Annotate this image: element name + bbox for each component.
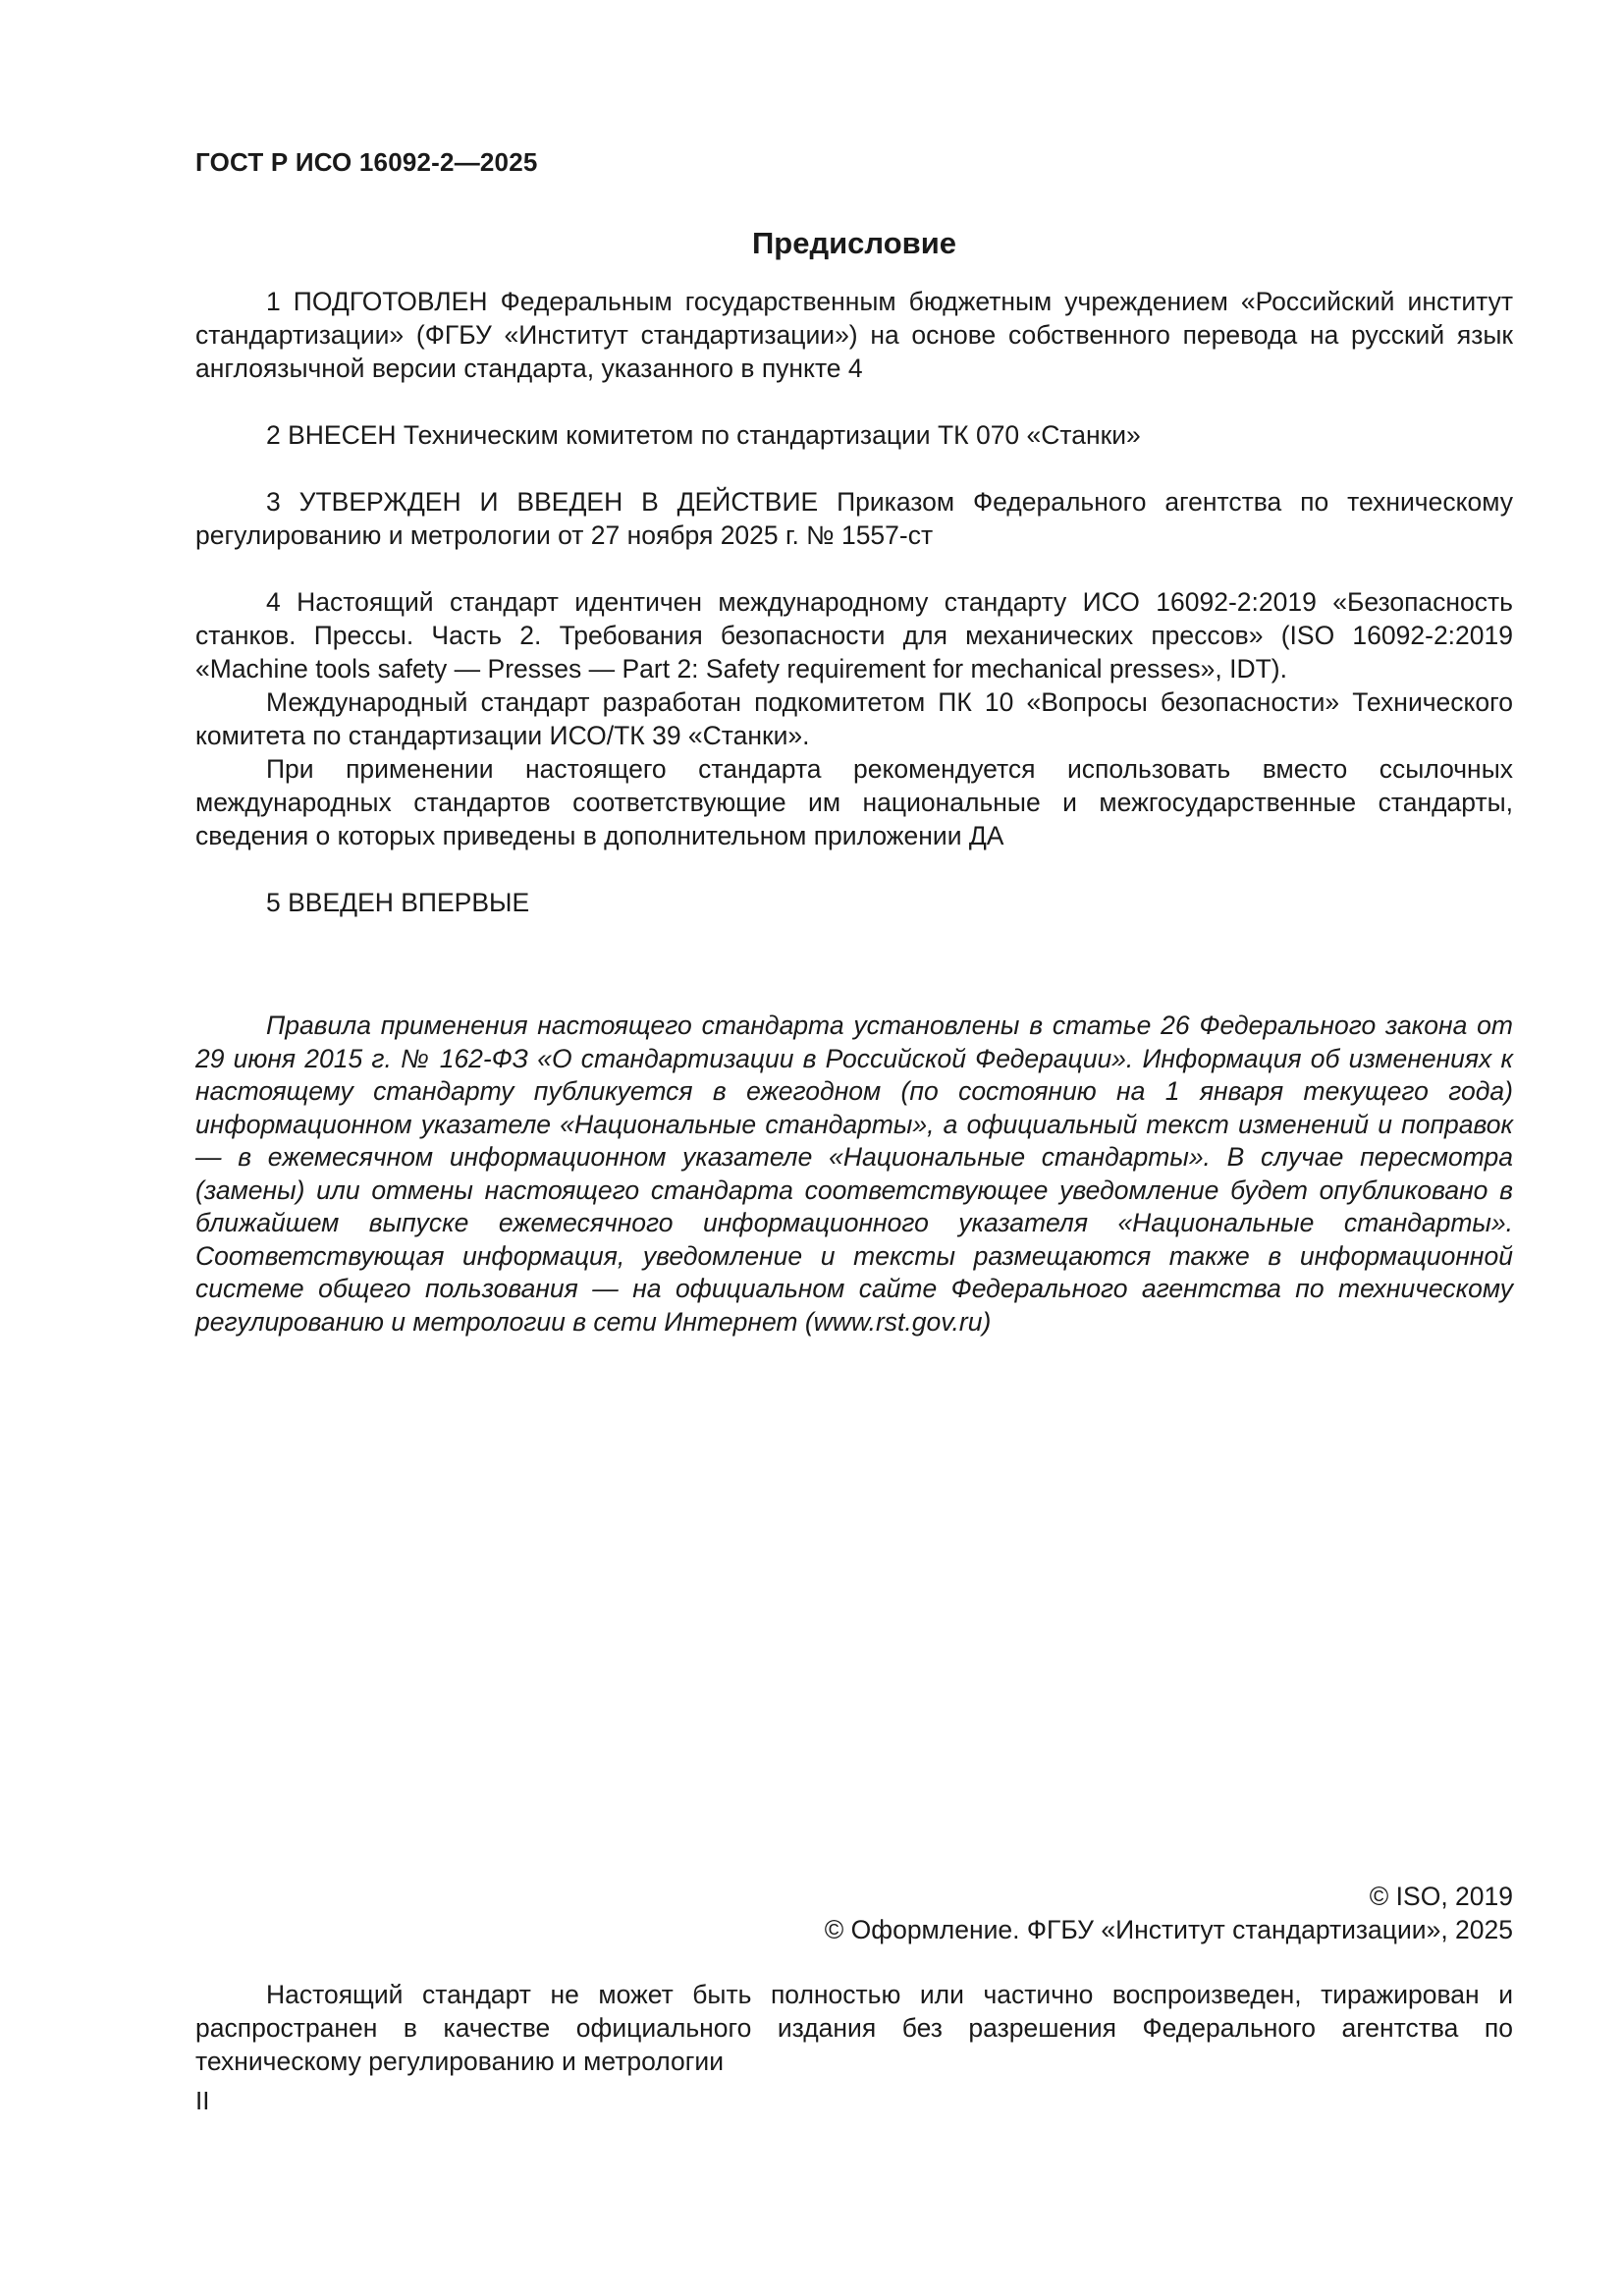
page-title: Предисловие [751,226,956,260]
notice-text: Правила применения настоящего стандарта установлены в статье 26 Федерального закона от 29 июня 2015 г. № 162-ФЗ «О стандартизации в Российской Федерации». Информация об изменениях к настоящему стандарту публикуется в ежегодном (по состоянию на 1 января текущего года) информационном указателе «Национальные стандарты», а официальный текст изменений и поправок — в ежемесячном информационном указателе «Национальные стандарты». В случае пересмотра (замены) или отмены настоящего стандарта соответствующее уведомление будет опубликовано в ближайшем выпуске ежемесячного информационного указателя «Национальные стандарты». Соответствующая информация, уведомление и тексты размещаются также в информационной системе общего пользования — на официальном сайте Федерального агентства по техническому регулированию и метрологии в сети Интернет (www.rst.gov.ru) [195,1011,1513,1337]
foreword-item-4-developer: Международный стандарт разработан подкомитетом ПК 10 «Вопросы безопасности» Технического комитета по стандартизации ИСО/ТК 39 «Станки». [195,687,1513,750]
foreword-item-5: 5 ВВЕДЕН ВПЕРВЫЕ [266,888,530,917]
foreword-item-2: 2 ВНЕСЕН Техническим комитетом по стандартизации ТК 070 «Станки» [266,420,1141,450]
rights-text: Настоящий стандарт не может быть полностью или частично воспроизведен, тиражирован и распространен в качестве официального издания без разрешения Федерального агентства по техническому регулированию и метрологии [195,1980,1513,2076]
iso-copyright: © ISO, 2019 [1369,1882,1513,1911]
foreword-content [195,285,1513,919]
foreword-item-4-recommendation: При применении настоящего стандарта рекомендуется использовать вместо ссылочных международных стандартов соответствующие им национальные и межгосударственные стандарты, сведения о которых приведены в дополнительном приложении ДА [195,754,1513,850]
foreword-item-1: 1 ПОДГОТОВЛЕН Федеральным государственным бюджетным учреждением «Российский институт стандартизации» (ФГБУ «Институт стандартизации») на основе собственного перевода на русский язык англоязычной версии стандарта, указанного в пункте 4 [195,287,1513,383]
copyright-block [825,1880,1513,1946]
foreword-item-3: 3 УТВЕРЖДЕН И ВВЕДЕН В ДЕЙСТВИЕ Приказом Федерального агентства по техническому регулированию и метрологии от 27 ноября 2025 г. № 1557-ст [195,487,1513,550]
reproduction-rights [195,1978,1513,2078]
standard-header: ГОСТ Р ИСО 16092-2—2025 [195,147,538,177]
foreword-item-4: 4 Настоящий стандарт идентичен международному стандарту ИСО 16092-2:2019 «Безопасность станков. Прессы. Часть 2. Требования безопасности для механических прессов» (ISO 16092-2:2019 «Machine tools safety — Presses — Part 2: Safety requirement for mechanical presses», IDT). [195,587,1513,683]
design-copyright: © Оформление. ФГБУ «Институт стандартизации», 2025 [824,1915,1513,1944]
application-rules-notice [195,1010,1513,1339]
page-number: II [195,2086,210,2115]
